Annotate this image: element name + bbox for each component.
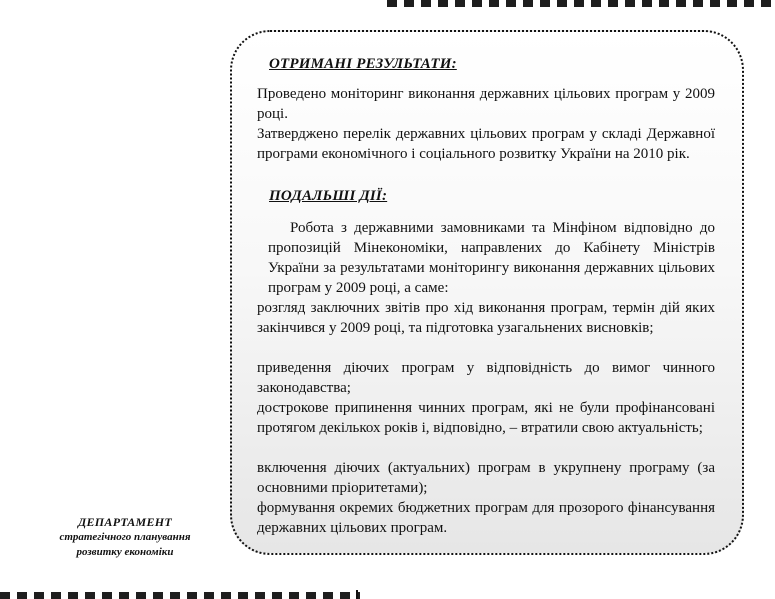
next-steps-intro-text: Робота з державними замовниками та Мінфіном відповідно до пропозицій Мінекономіки, направлених до Кабінету Міністрів України за результатами моніторингу виконання державних цільових програм у 2009 році, а саме: [268, 220, 715, 296]
next-step-item: формування окремих бюджетних програм для прозорого фінансування державних цільових програм. [257, 500, 715, 536]
next-step-item: приведення діючих програм у відповідність до вимог чинного законодавства; [257, 360, 715, 396]
bottom-border-tick [356, 590, 358, 599]
next-steps-heading: ПОДАЛЬШІ ДІЇ: [269, 188, 388, 204]
department-subtitle-line: розвитку економіки [76, 546, 174, 558]
next-step-item: дострокове припинення чинних програм, які не були профінансовані протягом декількох років і, відповідно, – втратили свою актуальність; [257, 400, 715, 436]
next-step-item: включення діючих (актуальних) програм в укрупнену програму (за основними пріоритетами); [257, 460, 715, 496]
results-monitoring-text: Проведено моніторинг виконання державних цільових програм у 2009 році. [257, 86, 715, 122]
results-approved-list-text: Затверджено перелік державних цільових програм у складі Державної програми економічного і соціального розвитку України на 2010 рік. [257, 126, 715, 162]
department-title: ДЕПАРТАМЕНТ [77, 515, 173, 529]
next-step-item: розгляд заключних звітів про хід виконання програм, термін дій яких закінчився у 2009 році, та підготовка узагальнених висновків; [257, 300, 715, 336]
top-dashed-border [387, 0, 775, 7]
bottom-dashed-border [0, 592, 360, 599]
results-heading: ОТРИМАНІ РЕЗУЛЬТАТИ: [269, 56, 457, 72]
department-subtitle-line: стратегічного планування [59, 531, 191, 543]
department-caption [20, 515, 230, 560]
